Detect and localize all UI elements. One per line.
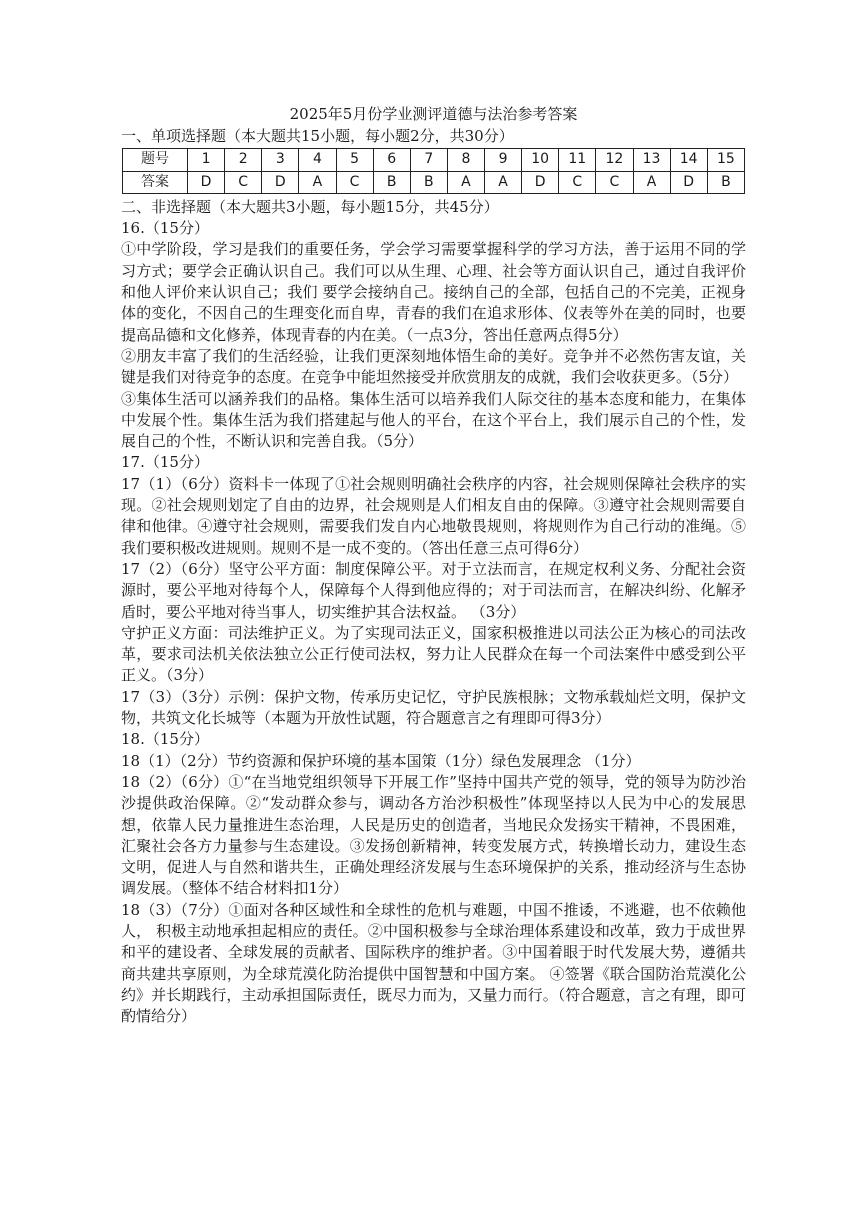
q18-paragraph: 18（3）（7分）①面对各种区域性和全球性的危机与难题，中国不推诿，不逃避，也不依赖他人， 积极主动地承担起相应的责任。②中国积极参与全球治理体系建设和改革，致力于成世界和平的建设者、全球发展的贡献者、国际秩序的维护者。③中国着眼于时代发展大势，遵循共商共建共享原则，为全球荒漠化防治提供中国智慧和中国方案。 ④签署《联合国防治荒漠化公约》并长期践行，主动承担国际责任，既尽力而为，又量力而行。（符合题意，言之有理，即可酌情给分） <box>121 900 746 1026</box>
q17-heading: 17.（15分） <box>121 453 209 472</box>
q18-heading: 18.（15分） <box>121 730 209 749</box>
q16-paragraph: ①中学阶段，学习是我们的重要任务，学会学习需要掌握科学的学习方法，善于运用不同的学习方式；要学会正确认识自己。我们可以从生理、心理、社会等方面认识自己，通过自我评价和他人评价来认识自己；我们 要学会接纳自己。接纳自己的全部，包括自己的不完美，正视身体的变化，不因自己的生理变化而自卑，青春的我们在追求形体、仪表等外在美的同时，也要提高品德和文化修养，体现青春的内在美。（一点3分，答出任意两点得5分） <box>121 240 746 344</box>
answer-cell: B <box>373 171 410 193</box>
q16-paragraph: ②朋友丰富了我们的生活经验，让我们更深刻地体悟生命的美好。竞争并不必然伤害友谊，关键是我们对待竞争的态度。在竞争中能坦然接受并欣赏朋友的成就，我们会收获更多。（5分） <box>121 346 746 387</box>
answer-cell: D <box>522 171 559 193</box>
question-number-cell: 14 <box>670 149 707 171</box>
q17-paragraph: 17（2）（6分）坚守公平方面：制度保障公平。对于立法而言，在规定权利义务、分配社会资源时，要公平地对待每个人，保障每个人得到他应得的；对于司法而言，在解决纠纷、化解矛盾时，要公平地对待当事人，切实维护其合法权益。 （3分） <box>121 559 746 621</box>
question-number-row <box>123 149 745 171</box>
answer-cell: C <box>336 171 373 193</box>
question-number-cell: 1 <box>188 149 225 171</box>
q16-heading: 16.（15分） <box>121 219 209 238</box>
answer-cell: C <box>225 171 262 193</box>
question-number-cell: 13 <box>633 149 670 171</box>
question-number-cell: 7 <box>410 149 447 171</box>
answer-cell: A <box>633 171 670 193</box>
q17-paragraph: 17（3）（3分）示例：保护文物，传承历史记忆，守护民族根脉；文物承载灿烂文明，保护文物，共筑文化长城等（本题为开放性试题，符合题意言之有理即可得3分） <box>121 687 746 728</box>
answer-cell: A <box>447 171 484 193</box>
answer-cell: A <box>299 171 336 193</box>
question-number-cell: 15 <box>707 149 744 171</box>
section1-heading: 一、单项选择题（本大题共15小题，每小题2分，共30分） <box>121 127 514 145</box>
q18-paragraph: 18（1）（2分）节约资源和保护环境的基本国策（1分）绿色发展理念 （1分） <box>121 751 641 770</box>
q17-paragraph: 守护正义方面：司法维护正义。为了实现司法正义，国家积极推进以司法公正为核心的司法改革，要求司法机关依法独立公正行使司法权，努力让人民群众在每一个司法案件中感受到公平正义。（3分） <box>121 623 746 685</box>
question-number-cell: 11 <box>559 149 596 171</box>
answer-cell: A <box>485 171 522 193</box>
answer-cell: C <box>596 171 633 193</box>
answer-row <box>123 171 745 193</box>
row-label-question: 题号 <box>123 149 188 171</box>
question-number-cell: 8 <box>447 149 484 171</box>
answer-cell: B <box>707 171 744 193</box>
row-label-answer: 答案 <box>123 171 188 193</box>
page-title: 2025年5月份学业测评道德与法治参考答案 <box>289 105 578 123</box>
question-number-cell: 4 <box>299 149 336 171</box>
answer-table <box>122 148 745 194</box>
q18-paragraph: 18（2）（6分）①“在当地党组织领导下开展工作”坚持中国共产党的领导，党的领导为防沙治沙提供政治保障。②“发动群众参与，调动各方治沙积极性”体现坚持以人民为中心的发展思想，依靠人民力量推进生态治理，人民是历史的创造者，当地民众发扬实干精神，不畏困难，汇聚社会各方力量参与生态建设。③发扬创新精神，转变发展方式，转换增长动力，建设生态文明，促进人与自然和谐共生，正确处理经济发展与生态环境保护的关系，推动经济与生态协调发展。（整体不结合材料扣1分） <box>121 772 746 898</box>
answer-cell: D <box>262 171 299 193</box>
answer-cell: B <box>410 171 447 193</box>
answer-cell: D <box>670 171 707 193</box>
answer-cell: D <box>188 171 225 193</box>
question-number-cell: 6 <box>373 149 410 171</box>
q17-paragraph: 17（1）（6分）资料卡一体现了①社会规则明确社会秩序的内容，社会规则保障社会秩序的实现。②社会规则划定了自由的边界，社会规则是人们相友自由的保障。③遵守社会规则需要自律和他律。④遵守社会规则，需要我们发自内心地敬畏规则，将规则作为自己行动的准绳。⑤我们要积极改进规则。规则不是一成不变的。（答出任意三点可得6分） <box>121 474 746 557</box>
question-number-cell: 12 <box>596 149 633 171</box>
question-number-cell: 2 <box>225 149 262 171</box>
question-number-cell: 3 <box>262 149 299 171</box>
question-number-cell: 5 <box>336 149 373 171</box>
q16-paragraph: ③集体生活可以涵养我们的品格。集体生活可以培养我们人际交往的基本态度和能力，在集体中发展个性。集体生活为我们搭建起与他人的平台，在这个平台上，我们展示自己的个性，发展自己的个性，不断认识和完善自我。（5分） <box>121 389 746 451</box>
section2-heading: 二、非选择题（本大题共3小题，每小题15分，共45分） <box>121 197 499 216</box>
answer-content <box>121 126 746 1027</box>
question-number-cell: 9 <box>485 149 522 171</box>
question-number-cell: 10 <box>522 149 559 171</box>
answer-cell: C <box>559 171 596 193</box>
